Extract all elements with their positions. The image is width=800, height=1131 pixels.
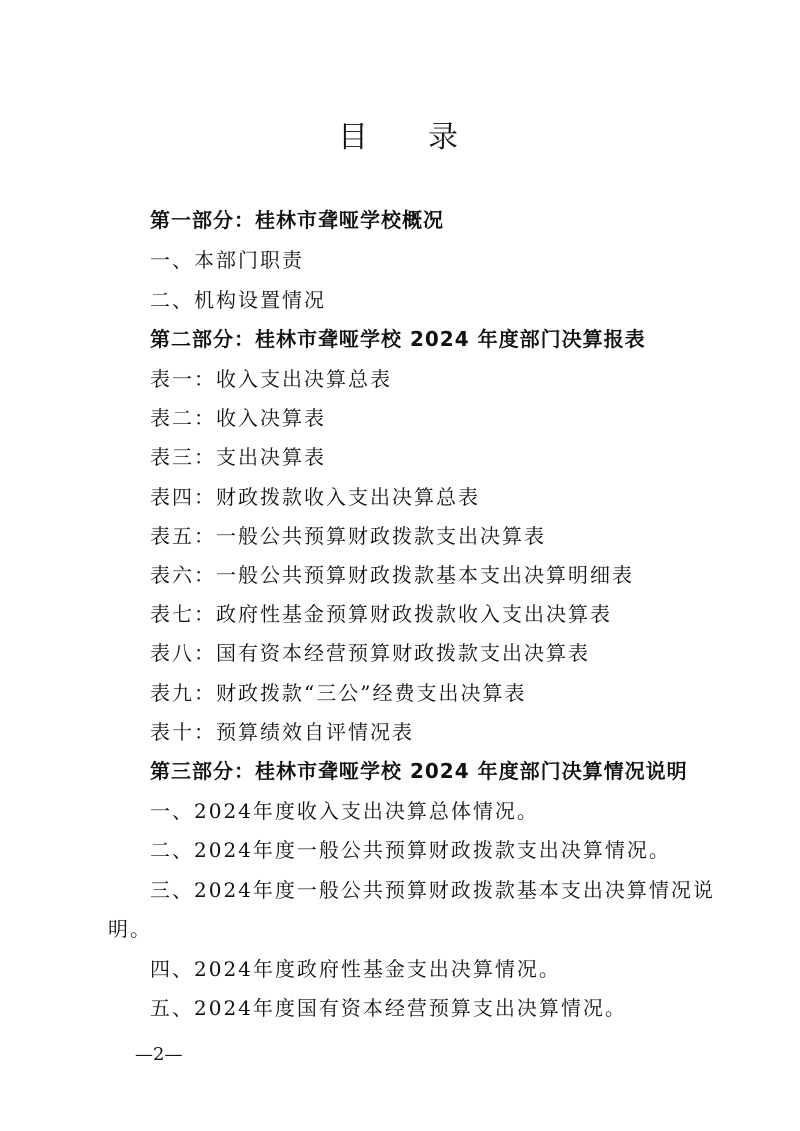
toc-item: 二、2024年度一般公共预算财政拨款支出决算情况。	[150, 838, 671, 862]
toc-item: 表六：一般公共预算财政拨款基本支出决算明细表	[150, 563, 634, 587]
toc-item: 一、2024年度收入支出决算总体情况。	[150, 799, 539, 823]
toc-item: 表二：收入决算表	[150, 406, 326, 430]
toc-item: 表五：一般公共预算财政拨款支出决算表	[150, 524, 546, 548]
toc-part-1-heading: 第一部分：桂林市聋哑学校概况	[150, 208, 444, 232]
toc-item: 表八：国有资本经营预算财政拨款支出决算表	[150, 641, 590, 665]
toc-item: 三、2024年度一般公共预算财政拨款基本支出决算情况说	[150, 878, 715, 902]
toc-item-continuation: 明。	[108, 917, 152, 941]
toc-item: 表四：财政拨款收入支出决算总表	[150, 485, 480, 509]
toc-item: 表十：预算绩效自评情况表	[150, 720, 414, 744]
page-number: —2—	[135, 1044, 183, 1065]
title-char-1: 目	[338, 120, 372, 155]
toc-item: 四、2024年度政府性基金支出决算情况。	[150, 957, 561, 981]
toc-part-2-heading: 第二部分：桂林市聋哑学校 2024 年度部门决算报表	[150, 327, 646, 351]
title-char-2: 录	[428, 120, 462, 155]
toc-item: 五、2024年度国有资本经营预算支出决算情况。	[150, 996, 627, 1020]
page-title	[0, 112, 800, 156]
toc-item: 表九：财政拨款“三公”经费支出决算表	[150, 681, 527, 705]
toc-part-3-heading: 第三部分：桂林市聋哑学校 2024 年度部门决算情况说明	[150, 759, 688, 783]
toc-item: 表三：支出决算表	[150, 445, 326, 469]
toc-item: 二、机构设置情况	[150, 288, 326, 312]
toc-item: 表一：收入支出决算总表	[150, 367, 392, 391]
toc-item: 表七：政府性基金预算财政拨款收入支出决算表	[150, 602, 612, 626]
toc-item: 一、本部门职责	[150, 248, 304, 272]
